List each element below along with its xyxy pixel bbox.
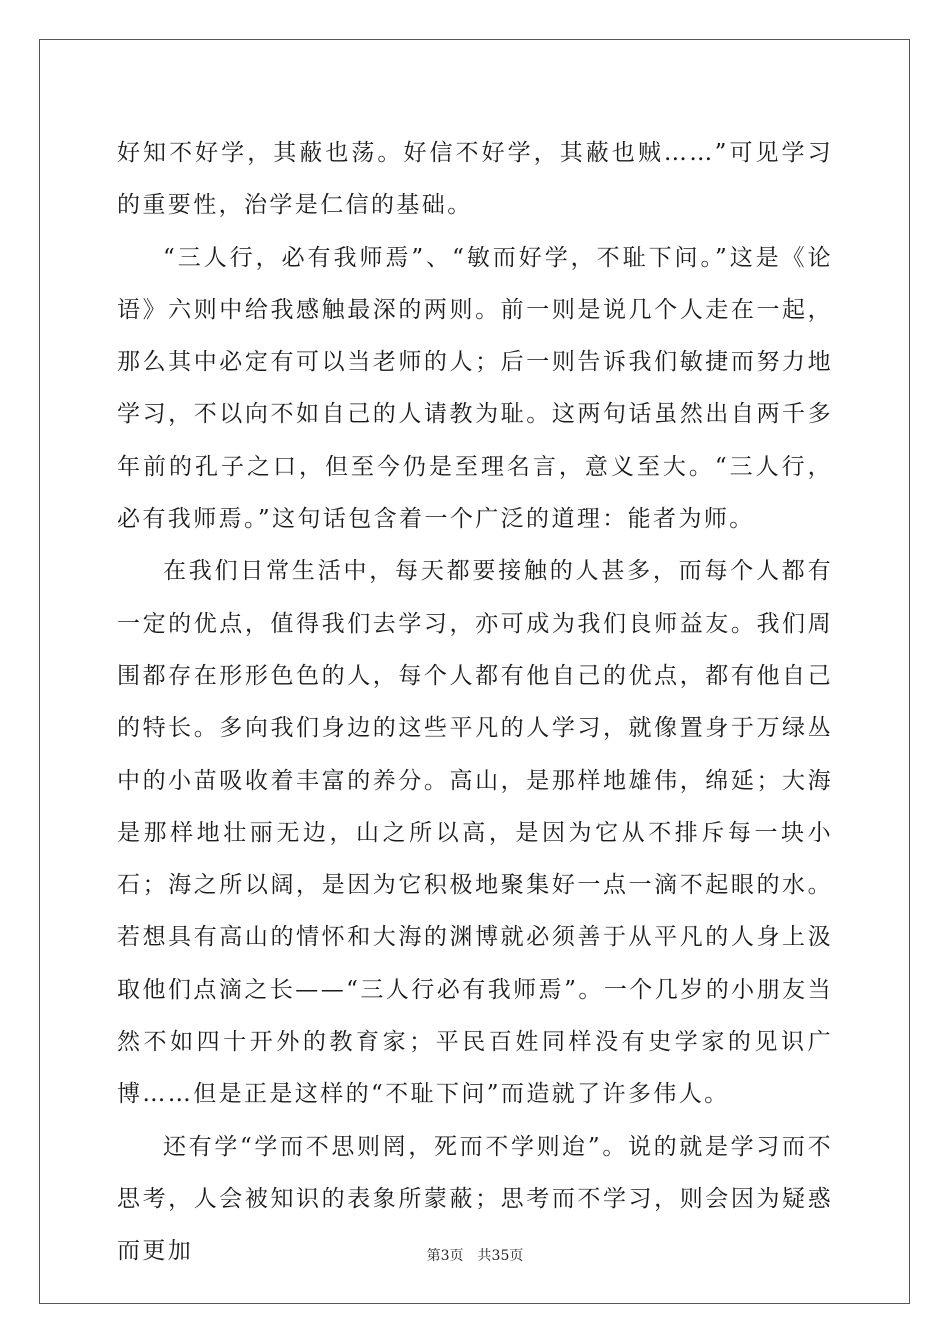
- page-number-footer: 第3页 共35页: [426, 1248, 524, 1264]
- paragraph-1: 好知不好学，其蔽也荡。好信不好学，其蔽也贼……”可见学习的重要性，治学是仁信的基础。: [117, 140, 833, 219]
- paragraph-3: 在我们日常生活中，每天都要接触的人甚多，而每个人都有一定的优点，值得我们去学习，亦可成为我们良师益友。我们周围都存在形形色色的人，每个人都有他自己的优点，都有他自己的特长。多向我们身边的这些平凡的人学习，就像置身于万绿丛中的小苗吸收着丰富的养分。高山，是那样地雄伟，绵延；大海是那样地壮丽无边，山之所以高，是因为它从不排斥每一块小石；海之所以阔，是因为它积极地聚集好一点一滴不起眼的水。若想具有高山的情怀和大海的渊博就必须善于从平凡的人身上汲取他们点滴之长——“三人行必有我师焉”。一个几岁的小朋友当然不如四十开外的教育家；平民百姓同样没有史学家的见识广博……但是正是这样的“不耻下问”而造就了许多伟人。: [117, 558, 833, 1108]
- paragraph-4: 还有学“学而不思则罔，死而不学则迨”。说的就是学习而不思考，人会被知识的表象所蒙蔽；思考而不学习，则会因为疑惑而更加: [117, 1133, 833, 1265]
- paragraph-2: “三人行，必有我师焉”、“敏而好学，不耻下问。”这是《论语》六则中给我感触最深的两则。前一则是说几个人走在一起，那么其中必定有可以当老师的人；后一则告诉我们敏捷而努力地学习，不以向不如自己的人请教为耻。这两句话虽然出自两千多年前的孔子之口，但至今仍是至理名言，意义至大。“三人行，必有我师焉。”这句话包含着一个广泛的道理：能者为师。: [117, 244, 833, 533]
- document-body: [117, 127, 833, 1278]
